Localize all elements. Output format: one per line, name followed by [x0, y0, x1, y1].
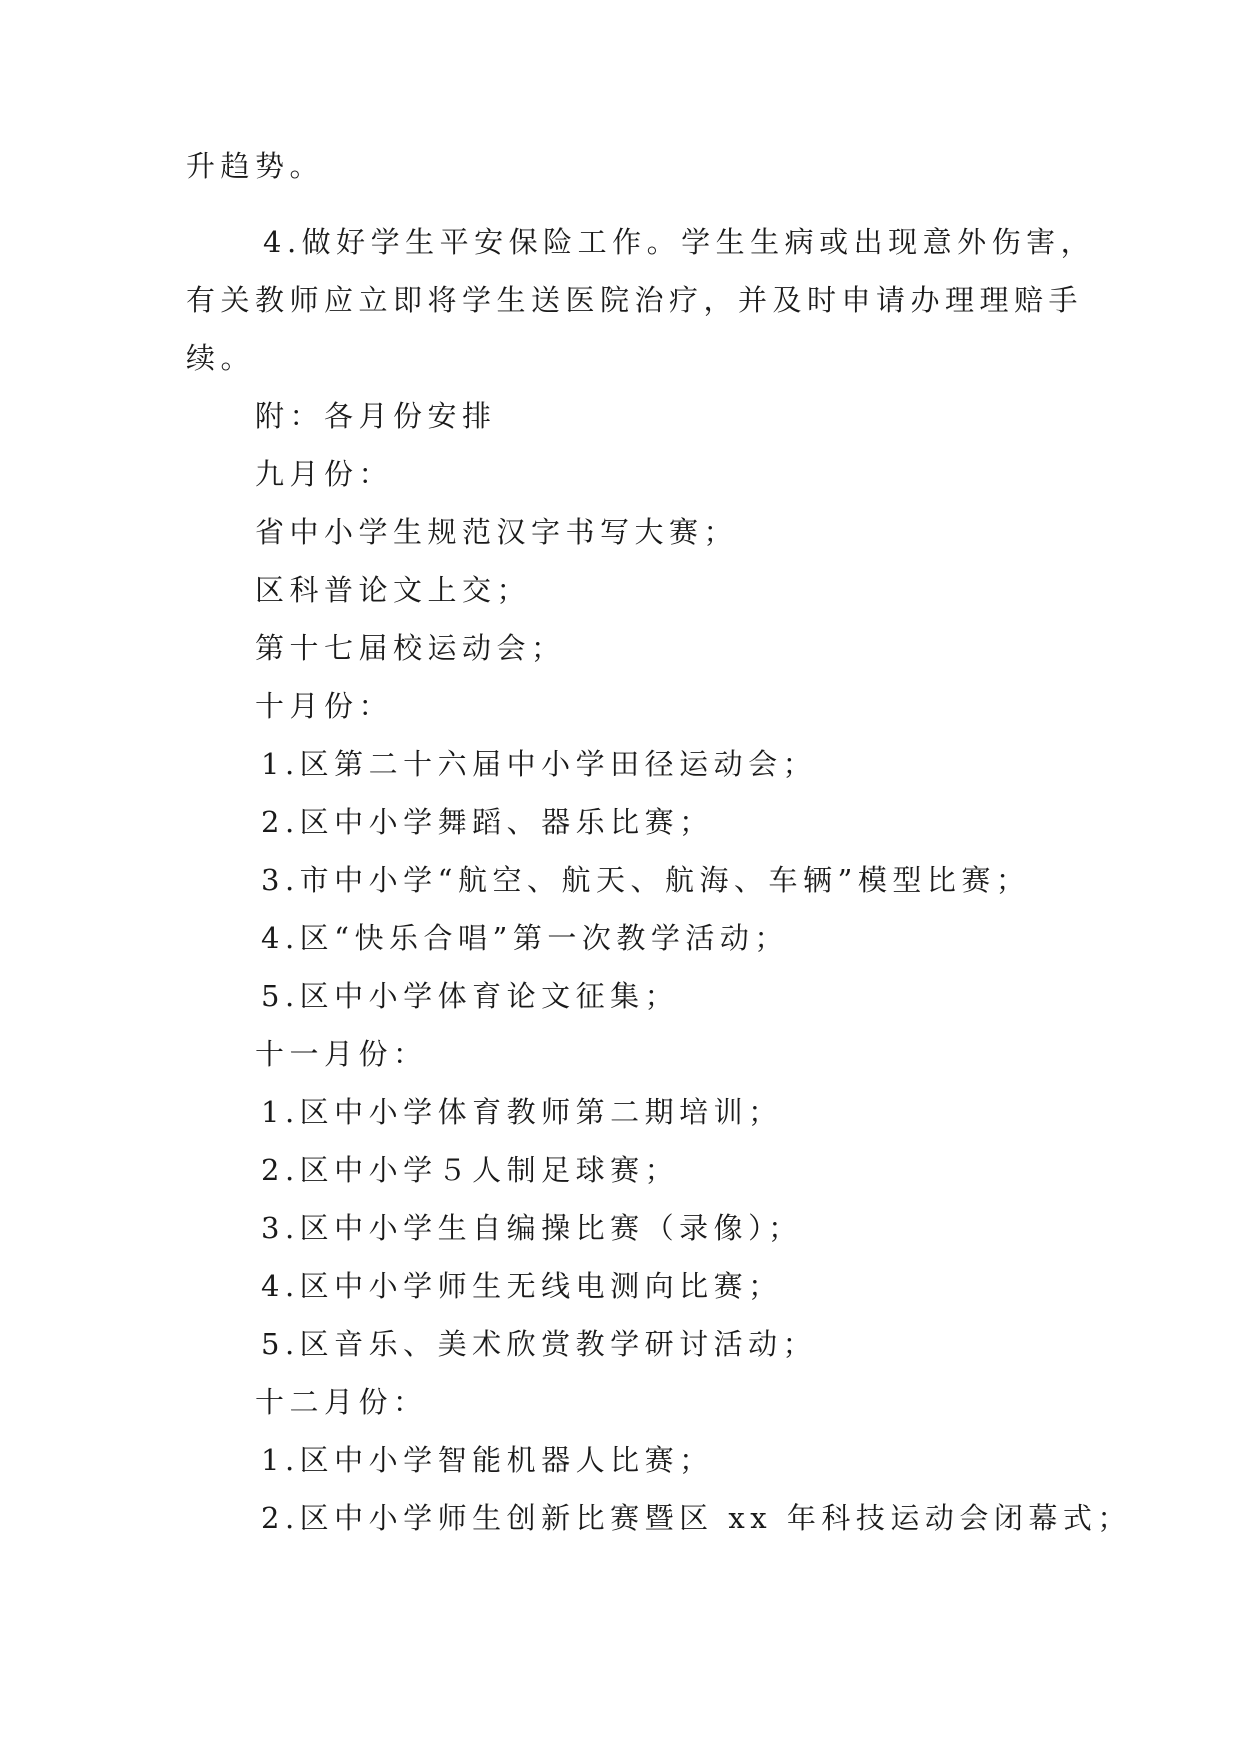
list-item: 省中小学生规范汉字书写大赛；	[255, 515, 739, 549]
attachment-heading: 附：各月份安排	[255, 399, 497, 433]
paragraph-line: 升趋势。	[186, 149, 325, 183]
month-heading: 十月份：	[255, 689, 394, 723]
month-heading: 十一月份：	[255, 1037, 428, 1071]
list-item: 区科普论文上交；	[255, 573, 532, 607]
list-item: 2.区中小学５人制足球赛；	[261, 1153, 680, 1187]
list-item: 4.区中小学师生无线电测向比赛；	[261, 1269, 783, 1303]
list-item: 3.市中小学“航空、航天、航海、车辆”模型比赛；	[261, 863, 1031, 897]
list-item: 5.区中小学体育论文征集；	[261, 979, 680, 1013]
paragraph-line: 有关教师应立即将学生送医院治疗，并及时申请办理理赔手	[186, 283, 1084, 317]
month-heading: 十二月份：	[255, 1385, 428, 1419]
paragraph-line: 4.做好学生平安保险工作。学生生病或出现意外伤害，	[263, 225, 1096, 259]
list-item: 2.区中小学舞蹈、器乐比赛；	[261, 805, 714, 839]
list-item: 1.区第二十六届中小学田径运动会；	[261, 747, 818, 781]
list-item: 5.区音乐、美术欣赏教学研讨活动；	[261, 1327, 818, 1361]
list-item: 第十七届校运动会；	[255, 631, 566, 665]
list-item: 3.区中小学生自编操比赛（录像）；	[261, 1211, 803, 1245]
list-item: 1.区中小学体育教师第二期培训；	[261, 1095, 783, 1129]
list-item: 4.区“快乐合唱”第一次教学活动；	[261, 921, 789, 955]
list-item: 2.区中小学师生创新比赛暨区 xx 年科技运动会闭幕式；	[261, 1501, 1132, 1535]
list-item: 1.区中小学智能机器人比赛；	[261, 1443, 714, 1477]
month-heading: 九月份：	[255, 457, 394, 491]
paragraph-line: 续。	[186, 341, 256, 375]
